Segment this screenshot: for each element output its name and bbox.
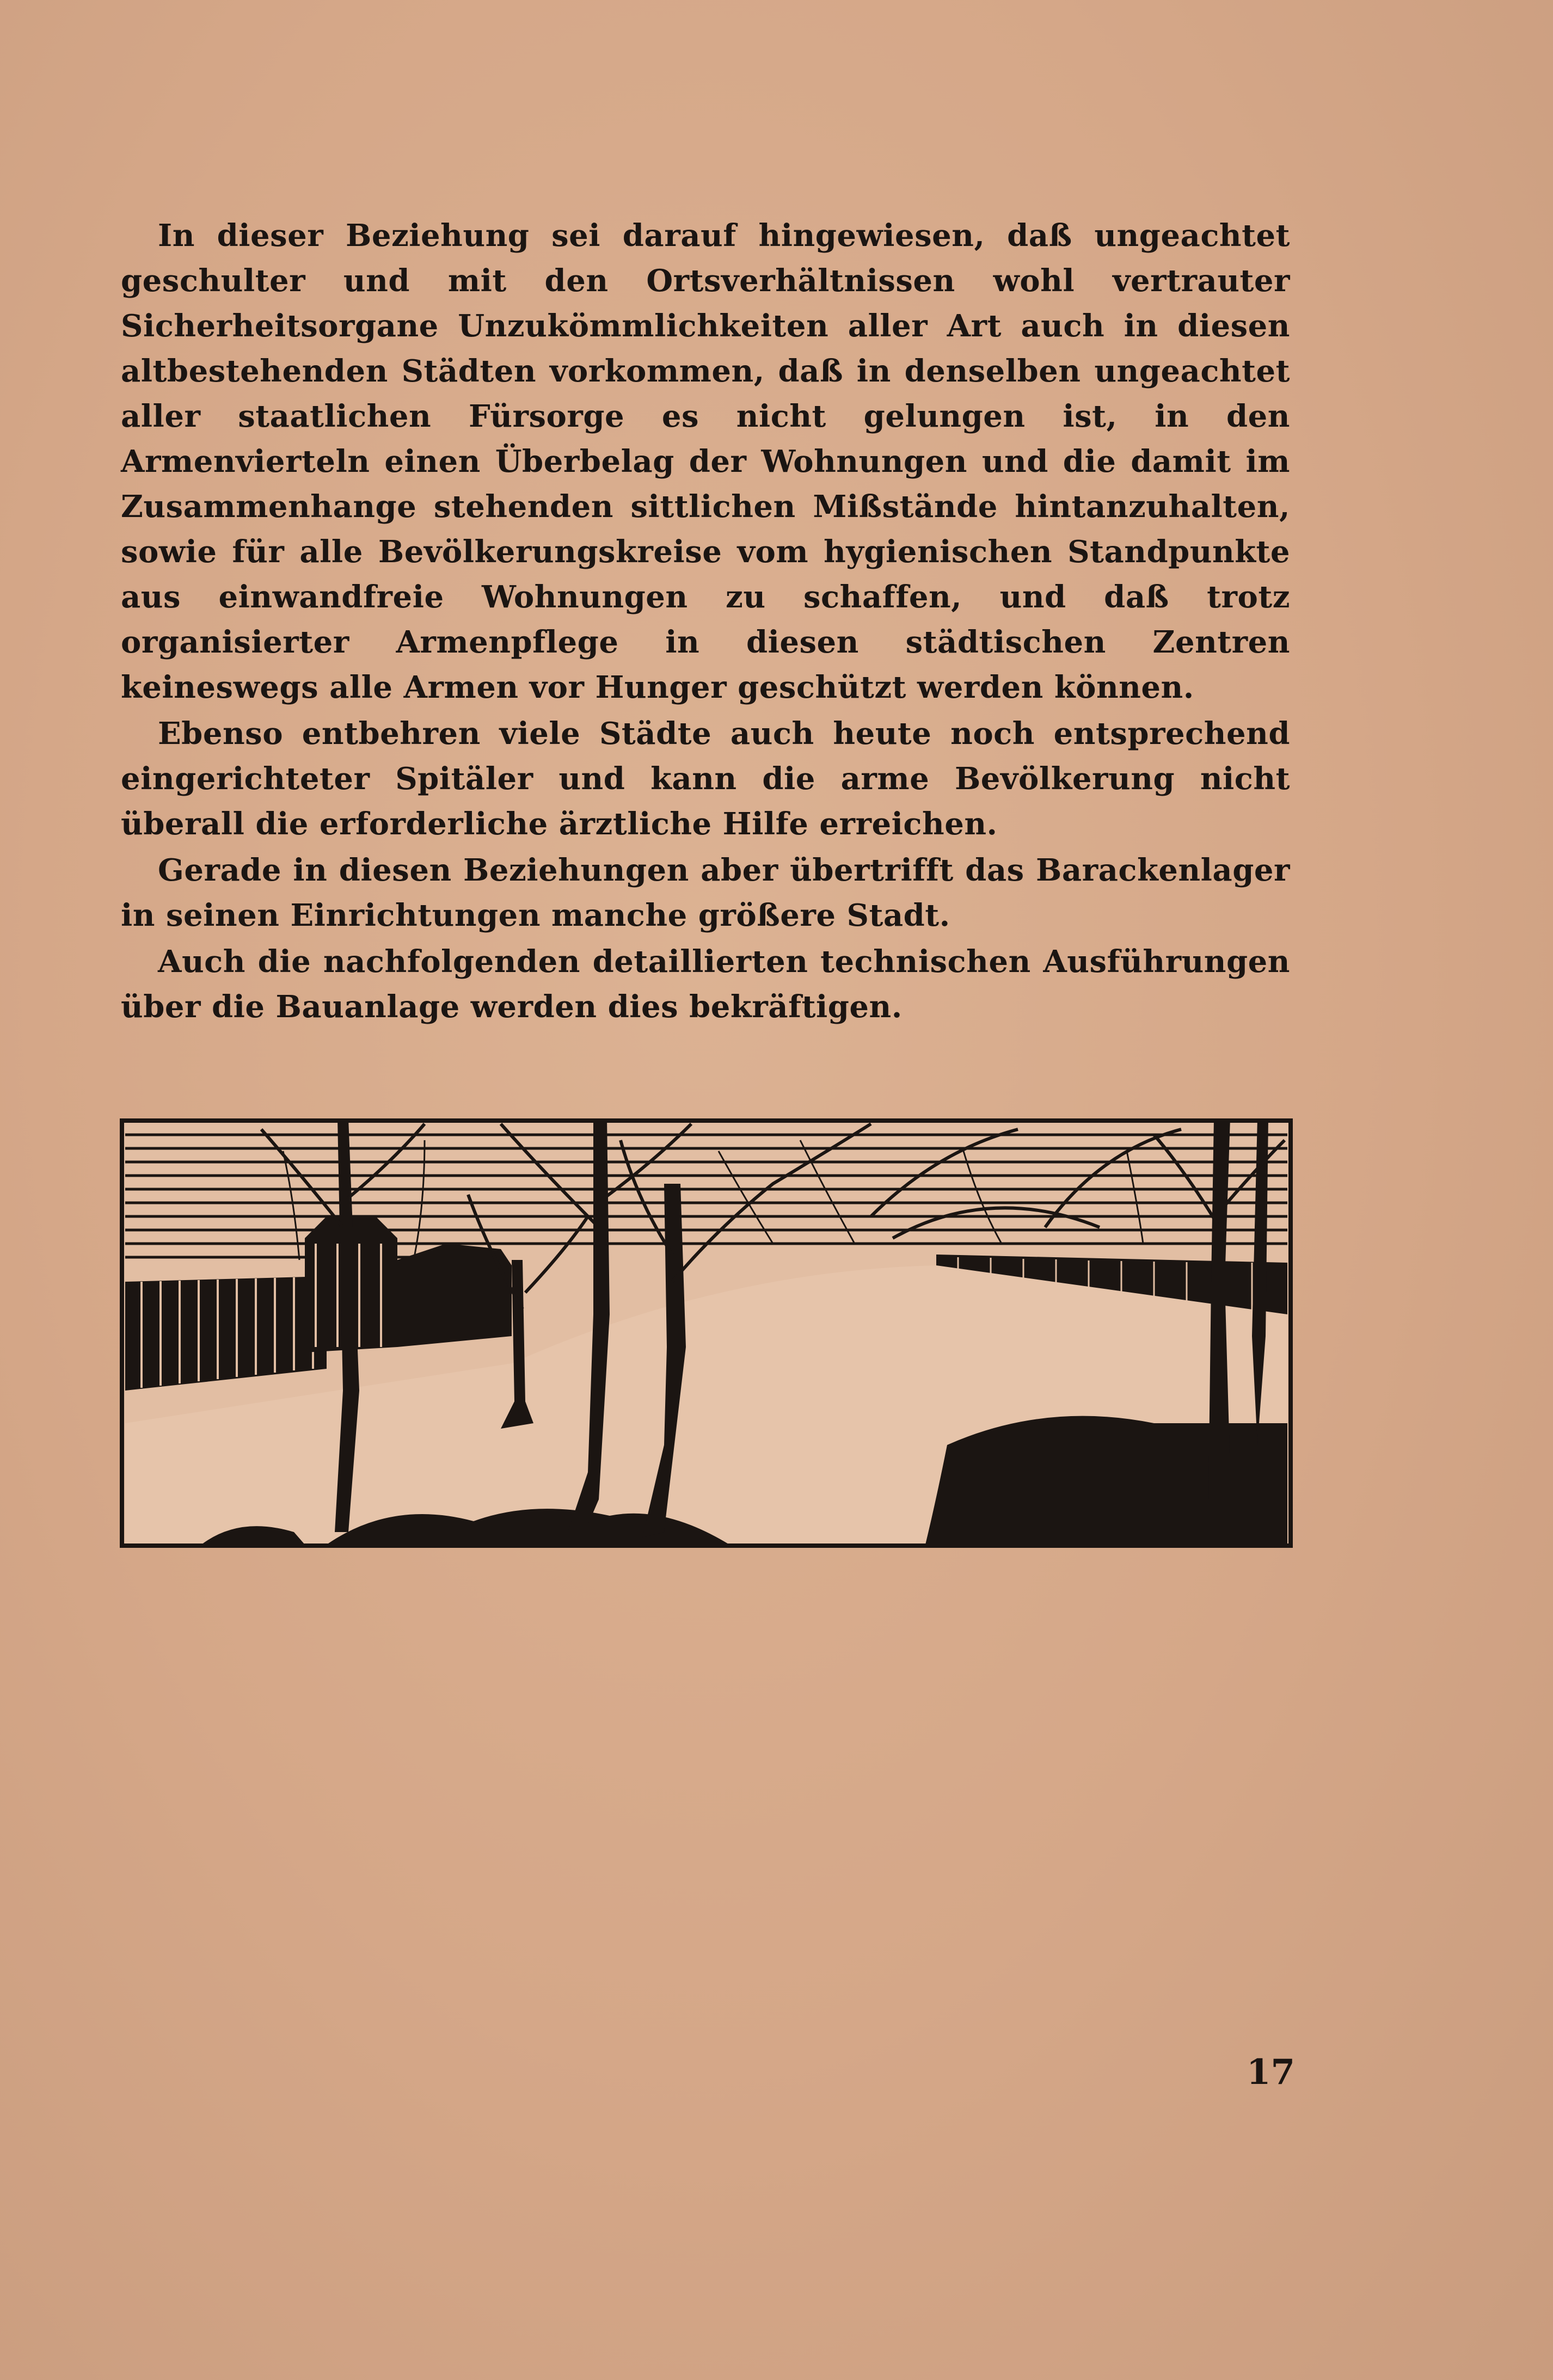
paragraph-1: In dieser Beziehung sei darauf hingewiesen, daß ungeachtet geschulter und mit den Ortsverhältnissen wohl vertrauter Sicherheitsorgane Unzukömmlichkeiten aller Art auch in diesen altbestehenden Städten vorkommen, daß in denselben ungeachtet aller staatlichen Fürsorge es nicht gelungen ist, in den Armenvierteln einen Überbelag der Wohnungen und die damit im Zusammenhange stehenden sittlichen Mißstände hintanzuhalten, sowie für alle Bevölkerungskreise vom hygienischen Standpunkte aus einwandfreie Wohnungen zu schaffen, und daß trotz organisierter Armenpflege in diesen städtischen Zentren keineswegs alle Armen vor Hunger geschützt werden können. [121, 218, 1290, 705]
woodcut-winter-landscape-illustration [120, 1118, 1293, 1548]
paragraph-4: Auch die nachfolgenden detaillierten technischen Ausführungen über die Bauanlage werden dies bekräftigen. [121, 944, 1290, 1025]
paragraph-3: Gerade in diesen Beziehungen aber übertrifft das Barackenlager in seinen Einrichtungen manche größere Stadt. [121, 852, 1290, 933]
paragraph-2: Ebenso entbehren viele Städte auch heute noch entsprechend eingerichteter Spitäler und kann die arme Bevölkerung nicht überall die erforderliche ärztliche Hilfe erreichen. [121, 716, 1290, 842]
page-number: 17 [1247, 2052, 1296, 2093]
body-text [121, 213, 1290, 1031]
